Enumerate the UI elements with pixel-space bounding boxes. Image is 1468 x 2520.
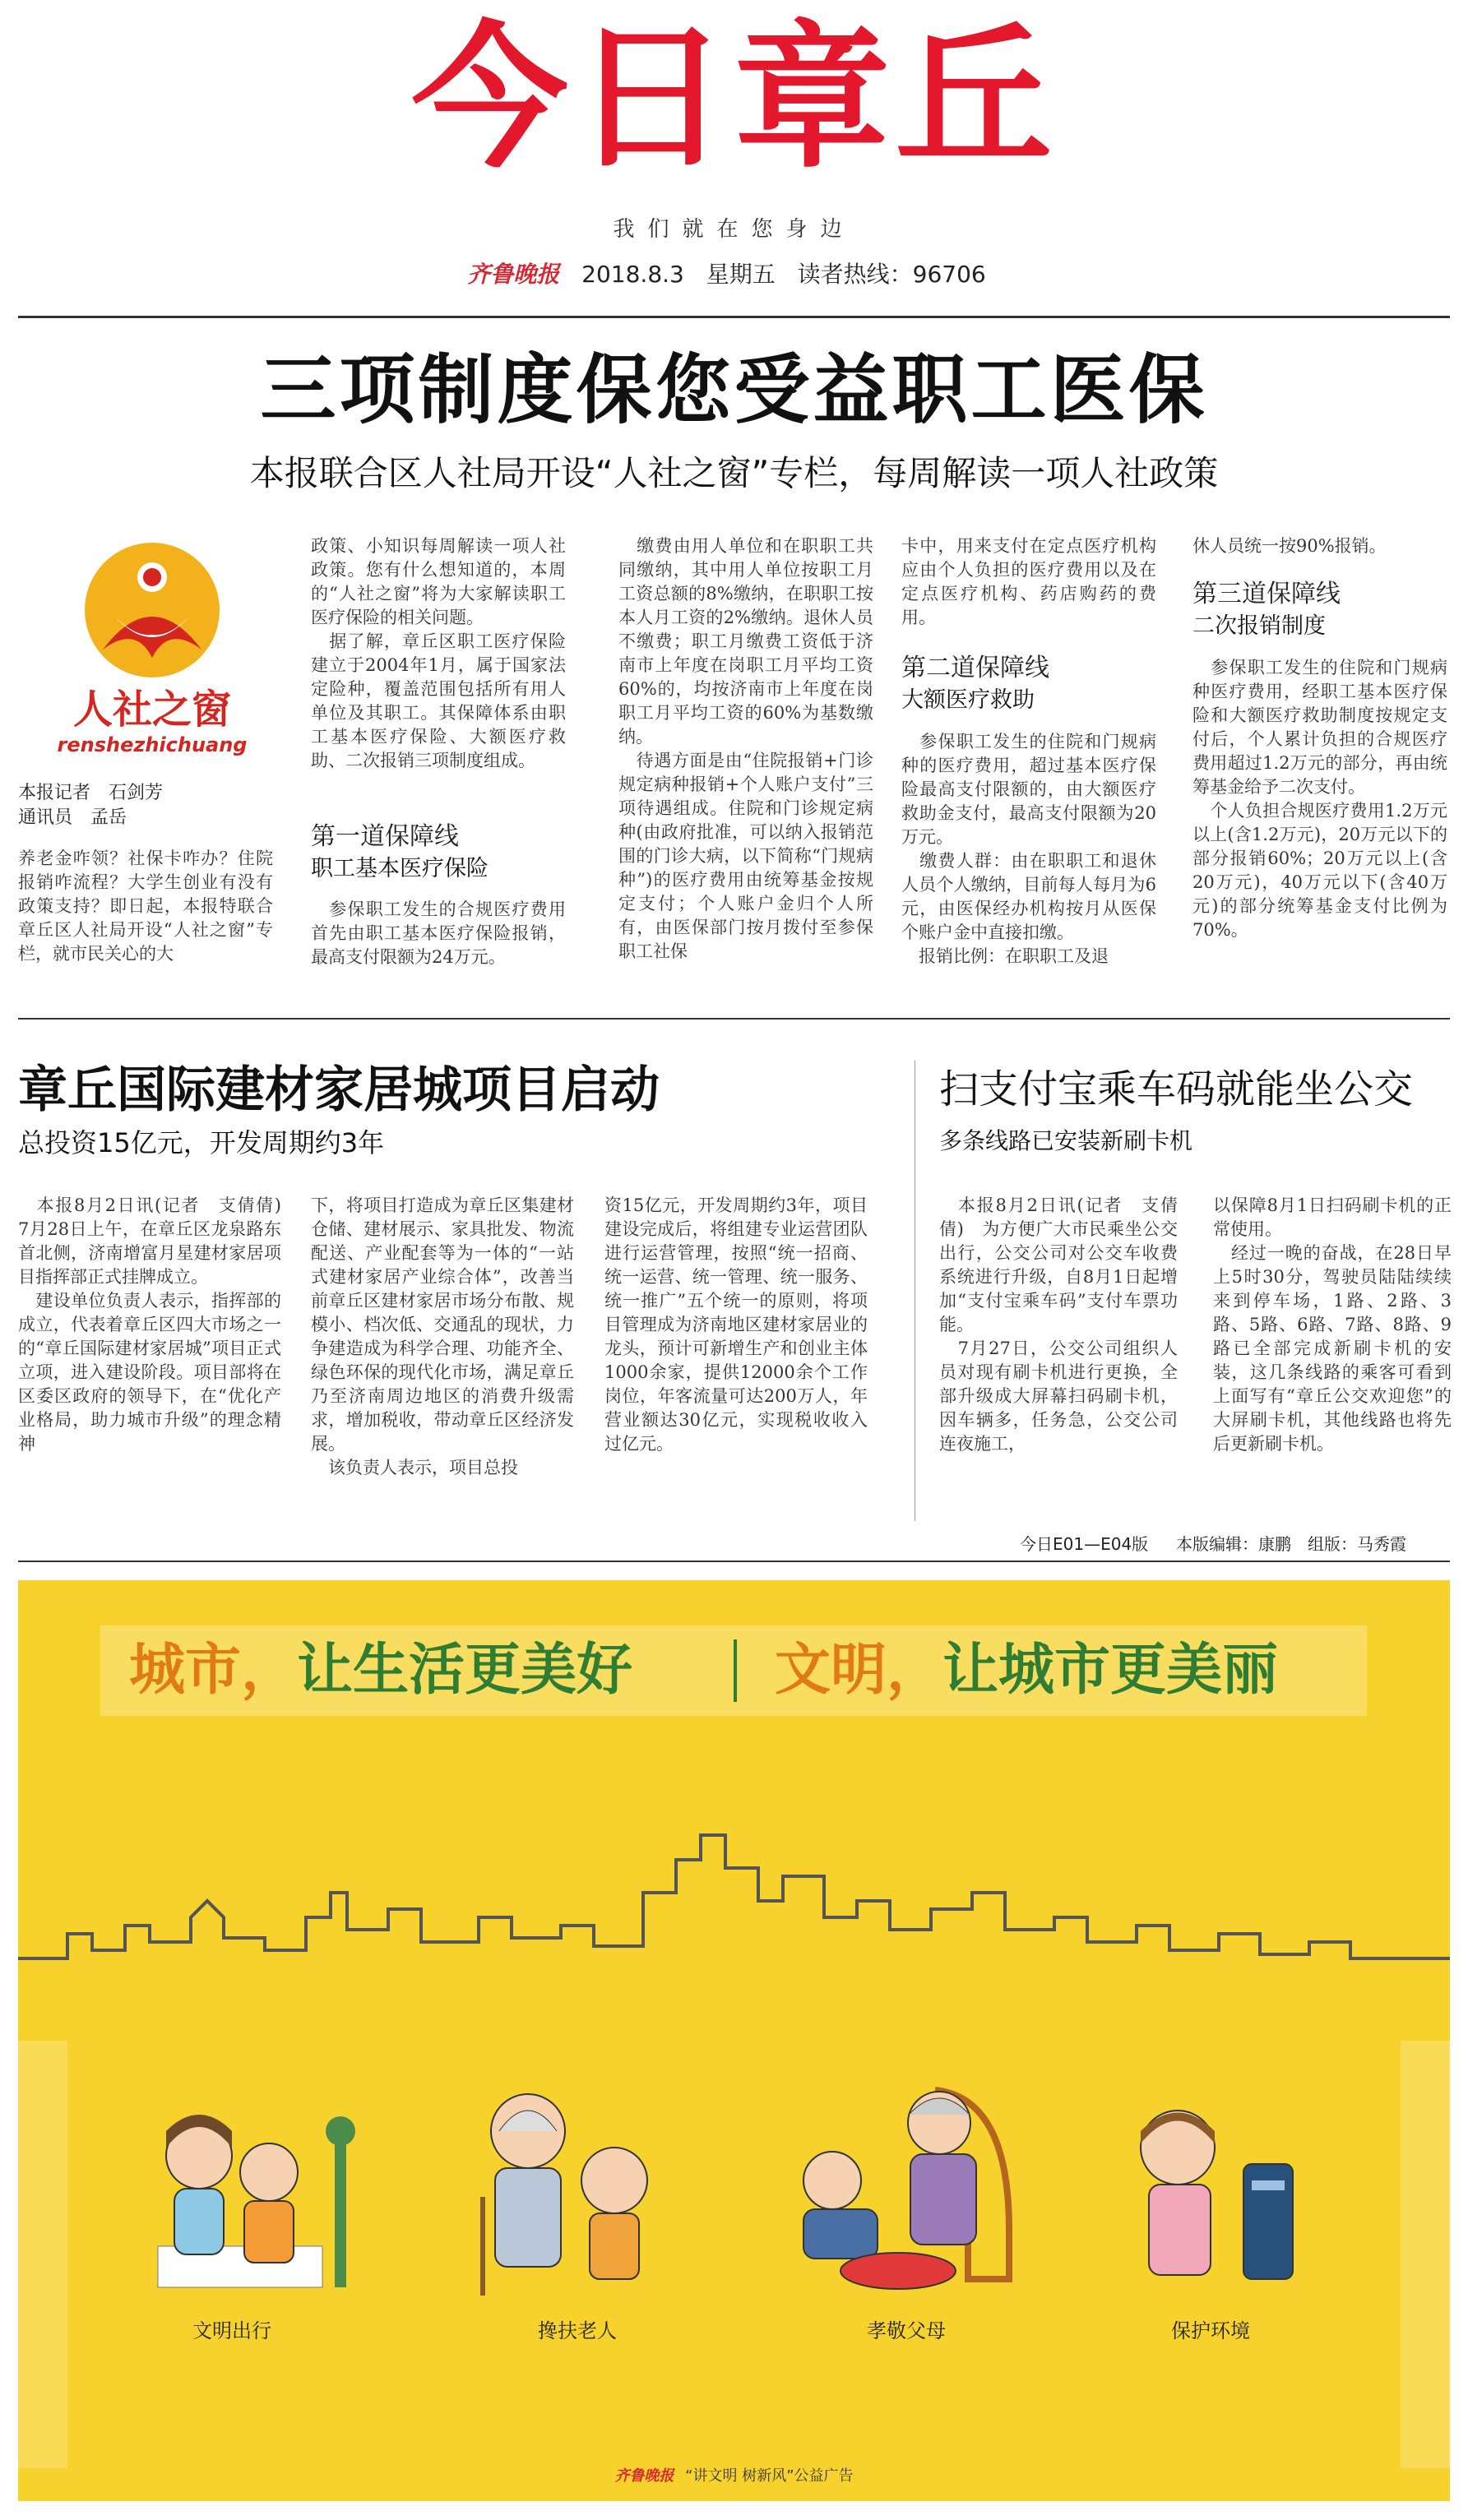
story1-lead: 养老金咋领？社保卡咋办？住院报销咋流程？大学生创业有没有政策支持？即日起，本报特联合章丘区人社局开设“人社之窗”专栏，就市民关心的大 [18,848,273,964]
slogan-left-rest: 让生活更美好 [297,1638,633,1703]
issue-date: 2018.8.3 [581,261,684,288]
caption-civilized-travel: 文明出行 [192,2319,271,2342]
renshezhichuang-logo [45,534,259,781]
story2-column-1: 本报8月2日讯(记者 支倩倩) 7月28日上午，在章丘区龙泉路东首北侧，济南增富月星建材家居项目指挥部正式挂牌成立。 建设单位负责人表示，指挥部的成立，代表着章丘区四大市场之一的“章丘国际建材家居城”项目正式立项，进入建设阶段。项目部将在区委区政府的领导下，在“优化产业格局，助力城市升级”的理念精神 [18,1195,281,1454]
helping-elderly-illustration [446,2074,692,2304]
section1-subtitle: 职工基本医疗保险 [311,856,489,881]
newspaper-brand: 齐鲁晚报 [467,261,560,288]
caption-helping-elderly: 搀扶老人 [538,2319,617,2342]
slogan-left-city: 城市， [129,1638,298,1703]
story2-subhead: 总投资15亿元，开发周期约3年 [18,1127,385,1158]
masthead-dateline [0,257,1468,289]
story1-column-5b: 参保职工发生的住院和门规病种医疗费用，经职工基本医疗保险和大额医疗救助制度按规定支付后，个人累计负担的合规医疗费用超过1.2万元的部分，再由统筹基金给予二次支付。 个人负担合规医疗费用1.2万元以上(含1.2万元)，20万元以下的部分报销60%；20万元以上(含20万元)，40万元以下(含40万元)的部分统筹基金支付比例为70%。 [1192,658,1447,940]
story1-divider [18,1018,1450,1020]
filial-piety-illustration [762,2065,1034,2304]
story3-column-1: 本报8月2日讯(记者 支倩倩) 为方便广大市民乘坐公交出行，公交公司对公交车收费系统进行升级，自8月1日起增加“支付宝乘车码”支付车票功能。 7月27日，公交公司组织人员对现有刷卡机进行更换，全部升级成大屏幕扫码刷卡机，因车辆多，任务急，公交公司连夜施工， [939,1195,1178,1454]
story3-subhead: 多条线路已安装新刷卡机 [939,1127,1193,1154]
footer-divider [18,1561,1450,1562]
story3-headline: 扫支付宝乘车码就能坐公交 [939,1066,1414,1112]
caption-protect-environment: 保护环境 [1171,2319,1250,2342]
story2-column-3: 资15亿元，开发周期约3年，项目建设完成后，将组建专业运营团队进行运营管理，按照“统一招商、统一运营、统一管理、统一服务、统一推广”五个统一的原则，将项目管理成为济南地区建材家居业的龙头，预计可新增生产和创业主体1000余家，提供12000余个工作岗位，年客流量可达200万人，年营业额达30亿元，实现税收收入过亿元。 [604,1195,868,1454]
masthead-divider [18,316,1450,318]
public-service-poster [18,1580,1450,2501]
story1-headline: 三项制度保您受益职工医保 [260,346,1208,434]
story1-column-4b: 参保职工发生的住院和门规病种的医疗费用，超过基本医疗保险最高支付限额的，由大额医疗救助金支付，最高支付限额为20万元。 缴费人群：由在职职工和退休人员个人缴纳，目前每人每月为6元，由医保经办机构按月从医保个账户金中直接扣缴。 报销比例：在职职工及退 [901,732,1156,966]
civilized-travel-illustration [141,2082,388,2304]
section3-title: 第三道保障线 [1192,580,1341,608]
section2-title: 第二道保障线 [901,654,1049,682]
story1-column-5a: 休人员统一按90%报销。 [1192,536,1387,556]
logo-icon [45,534,259,682]
slogan-right-rest: 让城市更美丽 [942,1638,1279,1703]
editor-credit: 本版编辑：康鹏 组版：马秀霞 [1176,1534,1406,1554]
story2-headline: 章丘国际建材家居城项目启动 [18,1061,660,1119]
poster-credit-brand: 齐鲁晚报 [614,2467,674,2485]
logo-text: 人社之窗 [72,687,231,733]
story1-column-4a: 卡中，用来支付在定点医疗机构应由个人负担的医疗费用以及在定点医疗机构、药店购药的费用。 [901,536,1156,627]
left-frame [18,2041,67,2468]
story1-column-3: 缴费由用人单位和在职职工共同缴纳，其中用人单位按职工月工资总额的8%缴纳，在职职工按本人月工资的2%缴纳。退休人员不缴费；职工月缴费工资低于济南市上年度在岗职工月平均工资60%的，均按济南市上年度在岗职工月平均工资的60%为基数缴纳。 待遇方面是由“住院报销+门诊规定病种报销+个人账户支付”三项待遇组成。住院和门诊规定病种(由政府批准，可以纳入报销范围的门诊大病，以下简称“门规病种”)的医疗费用由统筹基金按规定支付；个人账户金归个人所有，由医保部门按月拨付至参保职工社保 [618,536,873,961]
byline-reporter: 本报记者 石剑芳 [18,783,164,803]
story1-column-2b: 参保职工发生的合规医疗费用首先由职工基本医疗保险报销，最高支付限额为24万元。 [311,899,566,967]
slogan-left [129,1638,632,1704]
poster-credit [18,2464,1450,2485]
protect-environment-illustration [1104,2074,1317,2304]
story1-column-2a: 政策、小知识每周解读一项人社政策。您有什么想知道的，本周的“人社之窗”将为大家解读职工医疗保险的相关问题。 据了解，章丘区职工医疗保险建立于2004年1月，属于国家法定险种，覆盖范围包括所有用人单位及其职工。其保障体系由职工基本医疗保险、大额医疗救助、二次报销三项制度组成。 [311,536,566,770]
city-skyline-illustration [18,1794,1450,2024]
story1-byline [18,781,163,830]
slogan-divider [734,1639,737,1702]
caption-filial-piety: 孝敬父母 [867,2319,946,2342]
logo-pinyin: renshezhichuang [57,733,248,756]
masthead-tagline: 我们就在您身边 [613,217,855,242]
story2-column-2: 下，将项目打造成为章丘区集建材仓储、建材展示、家具批发、物流配送、产业配套等为一体的“一站式建材家居产业综合体”，改善当前章丘区建材家居市场分布散、规模小、档次低、交通乱的现状，力争建造成为科学合理、功能齐全、绿色环保的现代化市场，满足章丘乃至济南周边地区的消费升级需求，增加税收，带动章丘区经济发展。 该负责人表示，项目总投 [311,1195,574,1477]
right-frame [1401,2041,1450,2468]
slogan-right-civil: 文明， [775,1638,943,1703]
section2-subtitle: 大额医疗救助 [901,687,1035,713]
reader-hotline: 读者热线：96706 [797,261,986,288]
story1-subhead: 本报联合区人社局开设“人社之窗”专栏，每周解读一项人社政策 [249,453,1219,493]
issue-weekday: 星期五 [706,261,776,288]
masthead-title: 今日章丘 [411,7,1057,189]
poster-credit-text: “讲文明 树新风”公益广告 [685,2467,854,2485]
slogan-right [775,1638,1278,1704]
byline-correspondent: 通讯员 孟岳 [18,807,127,828]
section1-title: 第一道保障线 [311,822,459,851]
section3-subtitle: 二次报销制度 [1192,613,1326,639]
edition-range: 今日E01—E04版 [1020,1534,1149,1554]
story3-column-2: 以保障8月1日扫码刷卡机的正常使用。 经过一晚的奋战，在28日早上5时30分，驾驶员陆陆续续来到停车场，1路、2路、3路、5路、6路、7路、8路、9路已全部完成新刷卡机的安装，这几条线路的乘客可看到上面写有“章丘公交欢迎您”的大屏刷卡机，其他线路也将先后更新刷卡机。 [1213,1195,1452,1454]
